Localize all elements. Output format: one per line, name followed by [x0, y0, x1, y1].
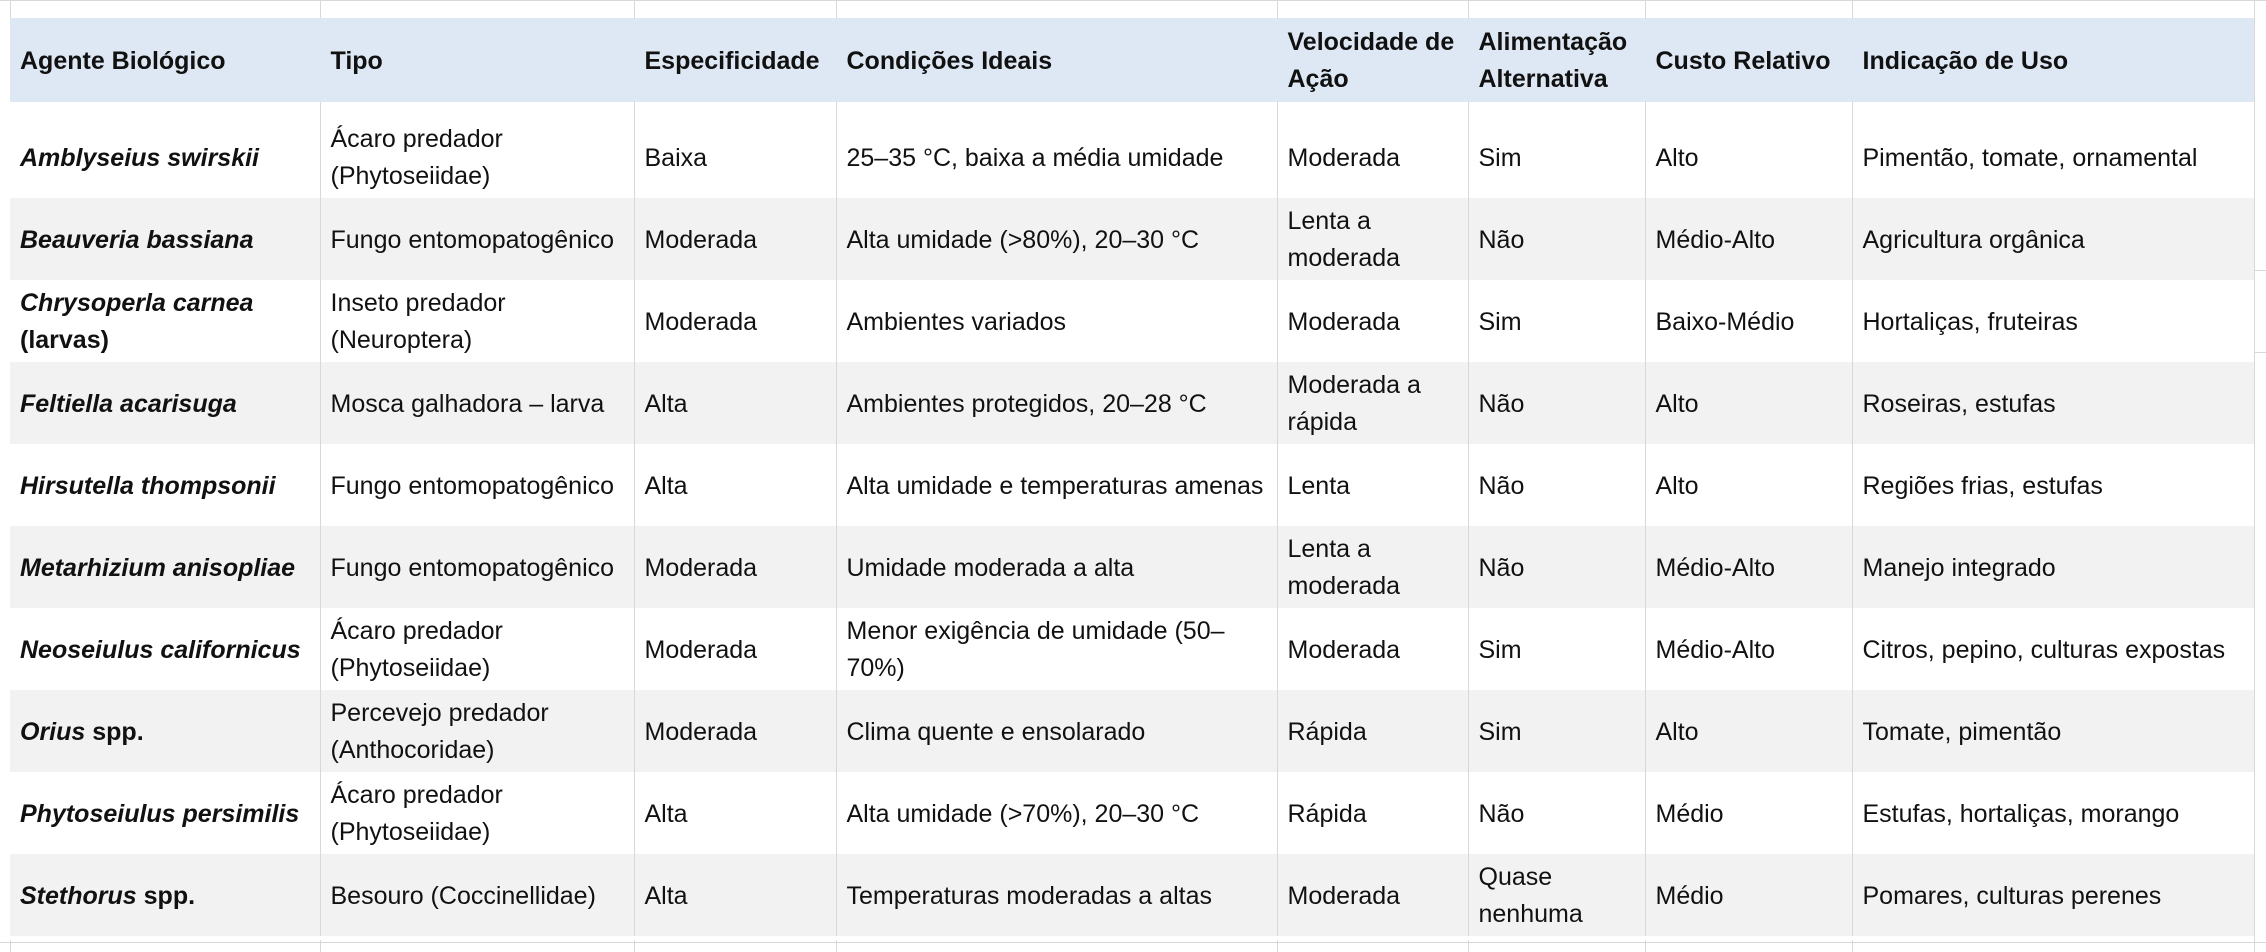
header-cell-tipo[interactable]: Tipo — [320, 18, 634, 102]
table-row — [10, 116, 2254, 198]
table-row — [10, 772, 2254, 854]
cell-agente[interactable] — [10, 444, 320, 526]
cell-especificidade[interactable]: Alta — [634, 444, 836, 526]
cell-tipo[interactable]: Besouro (Coccinellidae) — [320, 854, 634, 936]
table-row — [10, 854, 2254, 936]
cell-custo[interactable]: Baixo-Médio — [1645, 280, 1852, 362]
header-row — [10, 18, 2254, 102]
spacer-row — [10, 102, 2254, 116]
table-row — [10, 280, 2254, 362]
cell-alimentacao[interactable]: Quase nenhuma — [1468, 854, 1645, 936]
cell-velocidade[interactable]: Lenta — [1277, 444, 1468, 526]
cell-agente[interactable] — [10, 690, 320, 772]
cell-condicoes[interactable]: Alta umidade (>80%), 20–30 °C — [836, 198, 1277, 280]
agent-scientific-name: Orius — [20, 717, 86, 746]
header-cell-alimentacao[interactable]: Alimentação Alternativa — [1468, 18, 1645, 102]
cell-custo[interactable]: Médio — [1645, 772, 1852, 854]
cell-custo[interactable]: Médio — [1645, 854, 1852, 936]
cell-agente[interactable] — [10, 526, 320, 608]
agent-name-suffix: spp. — [143, 881, 196, 910]
cell-alimentacao[interactable]: Sim — [1468, 280, 1645, 362]
cell-tipo[interactable]: Ácaro predador (Phytoseiidae) — [320, 772, 634, 854]
cell-condicoes[interactable]: Umidade moderada a alta — [836, 526, 1277, 608]
cell-condicoes[interactable]: Temperaturas moderadas a altas — [836, 854, 1277, 936]
table-row — [10, 444, 2254, 526]
cell-tipo[interactable]: Mosca galhadora – larva — [320, 362, 634, 444]
header-cell-condicoes[interactable]: Condições Ideais — [836, 18, 1277, 102]
cell-tipo[interactable]: Fungo entomopatogênico — [320, 444, 634, 526]
cell-custo[interactable]: Médio-Alto — [1645, 198, 1852, 280]
header-cell-especificidade[interactable]: Especificidade — [634, 18, 836, 102]
biological-agents-table — [10, 18, 2255, 936]
cell-velocidade[interactable]: Moderada — [1277, 280, 1468, 362]
agent-name-suffix: (larvas) — [20, 326, 109, 354]
cell-custo[interactable]: Alto — [1645, 444, 1852, 526]
cell-indicacao[interactable]: Tomate, pimentão — [1862, 717, 2062, 746]
cell-alimentacao[interactable]: Sim — [1468, 608, 1645, 690]
cell-condicoes[interactable]: Menor exigência de umidade (50–70%) — [836, 608, 1277, 690]
cell-condicoes[interactable]: Alta umidade (>70%), 20–30 °C — [836, 772, 1277, 854]
agent-scientific-name: Amblyseius swirskii — [20, 143, 260, 172]
table-row — [10, 690, 2254, 772]
cell-custo[interactable]: Alto — [1645, 362, 1852, 444]
cell-condicoes[interactable]: Clima quente e ensolarado — [836, 690, 1277, 772]
cell-custo[interactable]: Médio-Alto — [1645, 526, 1852, 608]
cell-especificidade[interactable]: Moderada — [634, 690, 836, 772]
cell-condicoes[interactable]: Ambientes variados — [836, 280, 1277, 362]
table-row — [10, 608, 2254, 690]
cell-alimentacao[interactable]: Não — [1468, 772, 1645, 854]
table-container — [10, 18, 2254, 936]
agent-scientific-name: Feltiella acarisuga — [20, 389, 237, 418]
cell-tipo[interactable]: Inseto predador (Neuroptera) — [320, 280, 634, 362]
header-cell-velocidade[interactable]: Velocidade de Ação — [1277, 18, 1468, 102]
cell-agente[interactable] — [10, 198, 320, 280]
table-row — [10, 526, 2254, 608]
agent-scientific-name: Stethorus — [20, 881, 137, 910]
cell-agente[interactable] — [10, 772, 320, 854]
cell-especificidade[interactable]: Baixa — [634, 116, 836, 198]
cell-especificidade[interactable]: Alta — [634, 854, 836, 936]
cell-agente[interactable] — [10, 362, 320, 444]
cell-indicacao[interactable]: Pomares, culturas perenes — [1862, 881, 2162, 910]
cell-indicacao[interactable]: Pimentão, tomate, ornamental — [1862, 143, 2198, 172]
cell-especificidade[interactable]: Moderada — [634, 198, 836, 280]
agent-scientific-name: Metarhizium anisopliae — [20, 553, 296, 582]
cell-custo[interactable]: Alto — [1645, 116, 1852, 198]
cell-agente[interactable] — [10, 854, 320, 936]
cell-agente[interactable] — [10, 116, 320, 198]
cell-velocidade[interactable]: Moderada — [1277, 854, 1468, 936]
cell-alimentacao[interactable]: Sim — [1468, 690, 1645, 772]
table-body — [10, 102, 2254, 936]
cell-especificidade[interactable]: Alta — [634, 362, 836, 444]
cell-especificidade[interactable]: Moderada — [634, 526, 836, 608]
cell-velocidade[interactable]: Lenta a moderada — [1277, 526, 1468, 608]
cell-condicoes[interactable]: 25–35 °C, baixa a média umidade — [836, 116, 1277, 198]
cell-velocidade[interactable]: Rápida — [1277, 772, 1468, 854]
cell-velocidade[interactable]: Moderada — [1277, 116, 1468, 198]
cell-velocidade[interactable]: Moderada — [1277, 608, 1468, 690]
cell-condicoes[interactable]: Ambientes protegidos, 20–28 °C — [836, 362, 1277, 444]
cell-custo[interactable]: Alto — [1645, 690, 1852, 772]
agent-scientific-name: Neoseiulus californicus — [20, 635, 301, 664]
agent-scientific-name: Hirsutella thompsonii — [20, 471, 276, 500]
cell-condicoes[interactable]: Alta umidade e temperaturas amenas — [836, 444, 1277, 526]
cell-tipo[interactable]: Percevejo predador (Anthocoridae) — [320, 690, 634, 772]
cell-agente[interactable] — [10, 280, 320, 362]
agent-scientific-name: Beauveria bassiana — [20, 225, 254, 254]
cell-alimentacao[interactable]: Sim — [1468, 116, 1645, 198]
cell-velocidade[interactable]: Moderada a rápida — [1277, 362, 1468, 444]
agent-name-suffix: spp. — [92, 717, 144, 746]
agent-scientific-name: Chrysoperla carnea — [20, 289, 254, 317]
cell-especificidade[interactable]: Moderada — [634, 280, 836, 362]
header-cell-indicacao[interactable]: Indicação de Uso — [1862, 46, 2069, 75]
cell-especificidade[interactable]: Alta — [634, 772, 836, 854]
cell-indicacao[interactable]: Roseiras, estufas — [1862, 389, 2056, 418]
table-row — [10, 198, 2254, 280]
cell-agente[interactable] — [10, 608, 320, 690]
cell-indicacao[interactable]: Estufas, hortaliças, morango — [1862, 799, 2180, 828]
cell-indicacao[interactable]: Manejo integrado — [1862, 553, 2056, 582]
cell-tipo[interactable]: Ácaro predador (Phytoseiidae) — [320, 608, 634, 690]
cell-tipo[interactable]: Fungo entomopatogênico — [320, 526, 634, 608]
cell-alimentacao[interactable]: Não — [1468, 362, 1645, 444]
header-cell-agente[interactable]: Agente Biológico — [10, 18, 320, 102]
agent-scientific-name: Phytoseiulus persimilis — [20, 799, 300, 828]
table-row — [10, 362, 2254, 444]
cell-velocidade[interactable]: Lenta a moderada — [1277, 198, 1468, 280]
cell-indicacao[interactable]: Citros, pepino, culturas expostas — [1862, 635, 2226, 664]
cell-indicacao[interactable]: Agricultura orgânica — [1862, 225, 2085, 254]
cell-tipo[interactable]: Fungo entomopatogênico — [320, 198, 634, 280]
cell-especificidade[interactable]: Moderada — [634, 608, 836, 690]
cell-indicacao[interactable]: Hortaliças, fruteiras — [1862, 307, 2078, 336]
header-cell-custo[interactable]: Custo Relativo — [1645, 18, 1852, 102]
cell-alimentacao[interactable]: Não — [1468, 444, 1645, 526]
cell-velocidade[interactable]: Rápida — [1277, 690, 1468, 772]
cell-tipo[interactable]: Ácaro predador (Phytoseiidae) — [320, 116, 634, 198]
cell-indicacao[interactable]: Regiões frias, estufas — [1862, 471, 2103, 500]
cell-alimentacao[interactable]: Não — [1468, 198, 1645, 280]
cell-alimentacao[interactable]: Não — [1468, 526, 1645, 608]
cell-custo[interactable]: Médio-Alto — [1645, 608, 1852, 690]
